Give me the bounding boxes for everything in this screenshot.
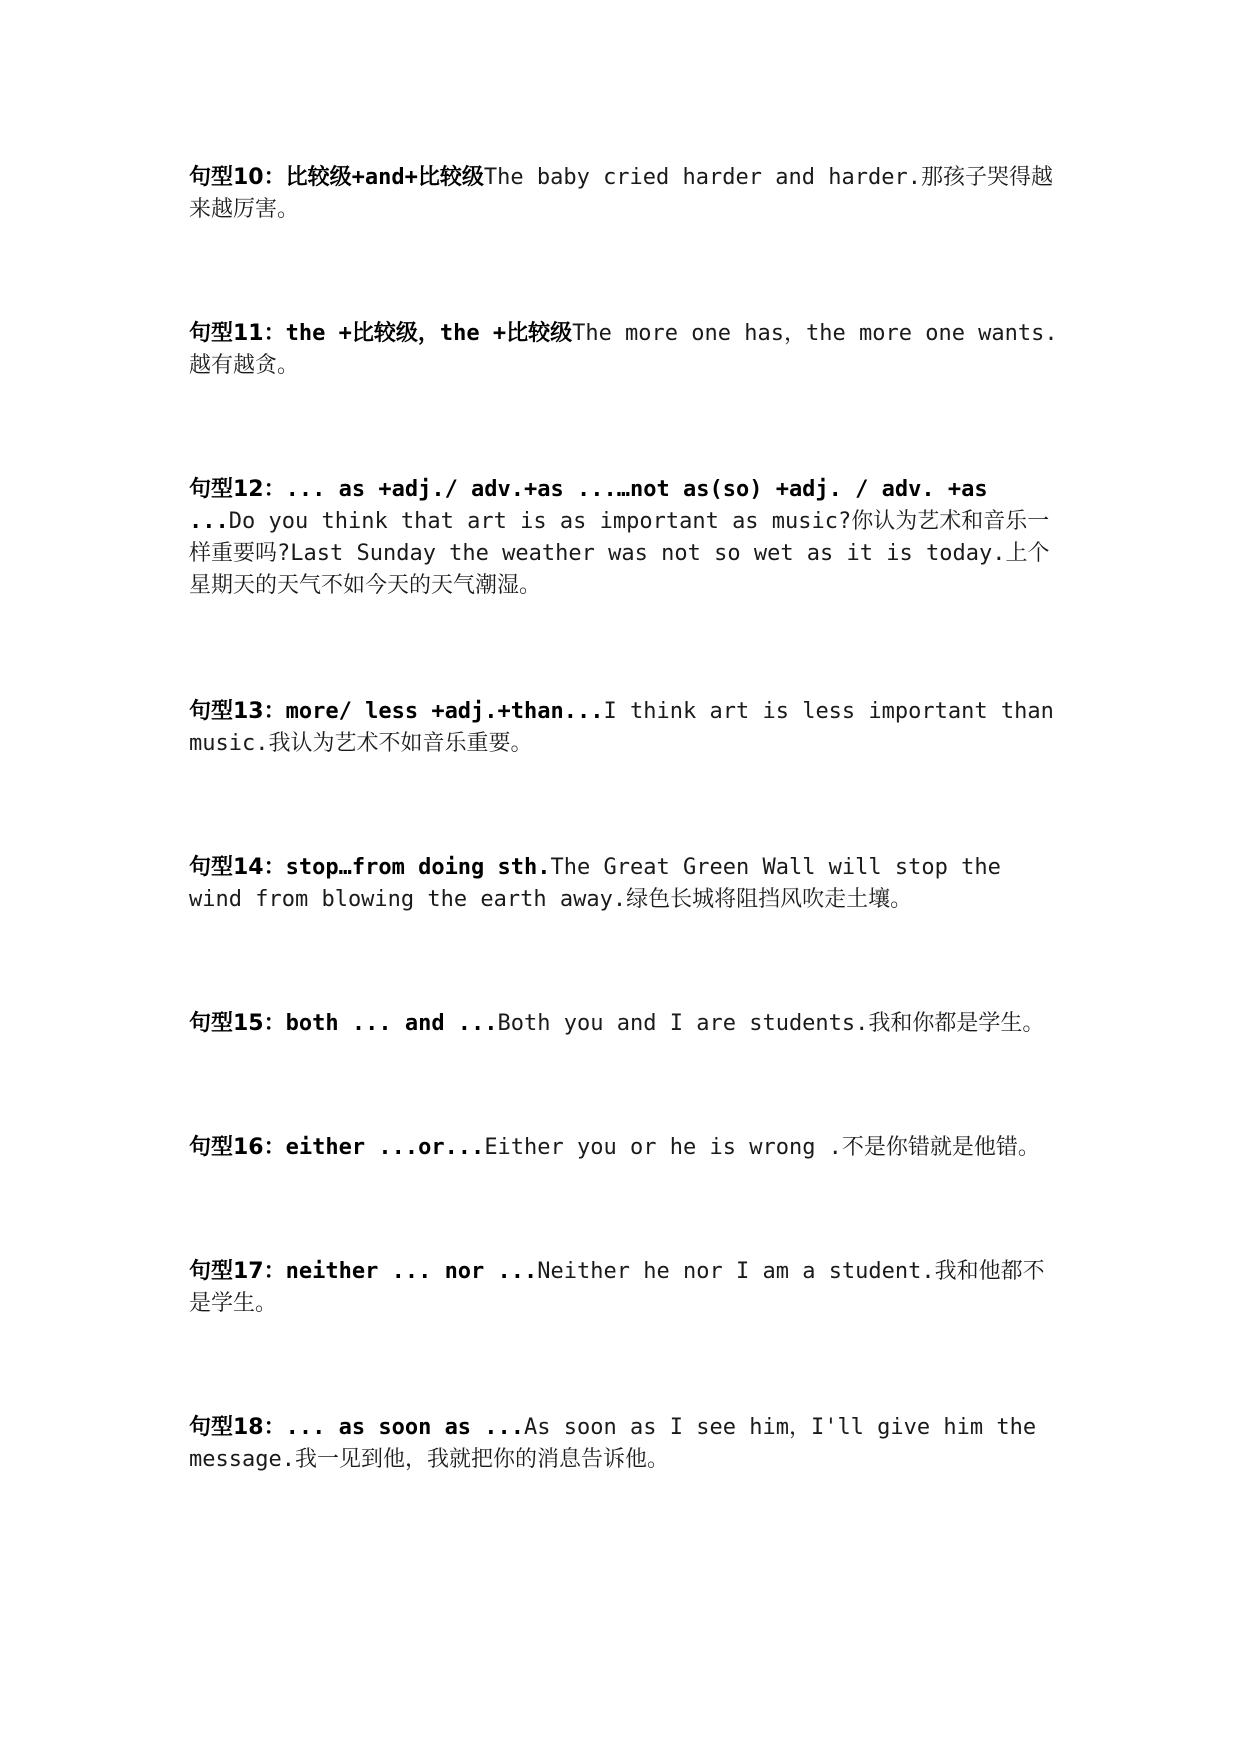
pattern-formula: ... as soon as ... [285, 1415, 525, 1440]
pattern-formula: more/ less +adj.+than... [285, 699, 604, 724]
sentence-pattern-15 [189, 1008, 1059, 1040]
pattern-example: As soon as I see him，I'll give him the message.我一见到他，我就把你的消息告诉他。 [189, 1415, 1037, 1472]
sentence-pattern-12 [189, 474, 1059, 602]
pattern-number: 句型10： [189, 165, 286, 190]
sentence-pattern-16 [189, 1132, 1059, 1164]
sentence-pattern-11 [189, 318, 1059, 382]
pattern-formula: neither ... nor ... [285, 1259, 538, 1284]
pattern-formula: stop…from doing sth. [285, 855, 551, 880]
pattern-example: Both you and I are students.我和你都是学生。 [497, 1011, 1045, 1036]
pattern-formula: 比较级+and+比较级 [285, 165, 484, 190]
sentence-pattern-17 [189, 1256, 1059, 1320]
pattern-number: 句型11： [189, 321, 286, 346]
pattern-number: 句型18： [189, 1415, 286, 1440]
pattern-example: The baby cried harder and harder.那孩子哭得越来越厉害。 [189, 165, 1053, 222]
pattern-example: I think art is less important than music.我认为艺术不如音乐重要。 [189, 699, 1054, 756]
pattern-formula: ... as +adj./ adv.+as ...…not as(so) +adj. / adv. +as ... [189, 477, 988, 534]
pattern-number: 句型14： [189, 855, 286, 880]
pattern-example: The Great Green Wall will stop the wind from blowing the earth away.绿色长城将阻挡风吹走土壤。 [189, 855, 1001, 912]
pattern-formula: the +比较级，the +比较级 [285, 321, 573, 346]
pattern-formula: both ... and ... [285, 1011, 498, 1036]
pattern-number: 句型15： [189, 1011, 286, 1036]
pattern-number: 句型17： [189, 1259, 286, 1284]
sentence-pattern-18 [189, 1412, 1059, 1476]
pattern-number: 句型16： [189, 1135, 286, 1160]
pattern-example: The more one has，the more one wants.越有越贪。 [189, 321, 1058, 378]
sentence-pattern-10 [189, 162, 1059, 226]
pattern-number: 句型12： [189, 477, 286, 502]
pattern-example: Do you think that art is as important as music?你认为艺术和音乐一样重要吗?Last Sunday the weather was not so wet as it is today.上个星期天的天气不如今天的天气潮湿。 [189, 509, 1050, 598]
pattern-number: 句型13： [189, 699, 286, 724]
sentence-pattern-13 [189, 696, 1059, 760]
pattern-example: Either you or he is wrong .不是你错就是他错。 [484, 1135, 1040, 1160]
sentence-pattern-14 [189, 852, 1059, 916]
pattern-example: Neither he nor I am a student.我和他都不是学生。 [189, 1259, 1045, 1316]
pattern-formula: either ...or... [285, 1135, 485, 1160]
